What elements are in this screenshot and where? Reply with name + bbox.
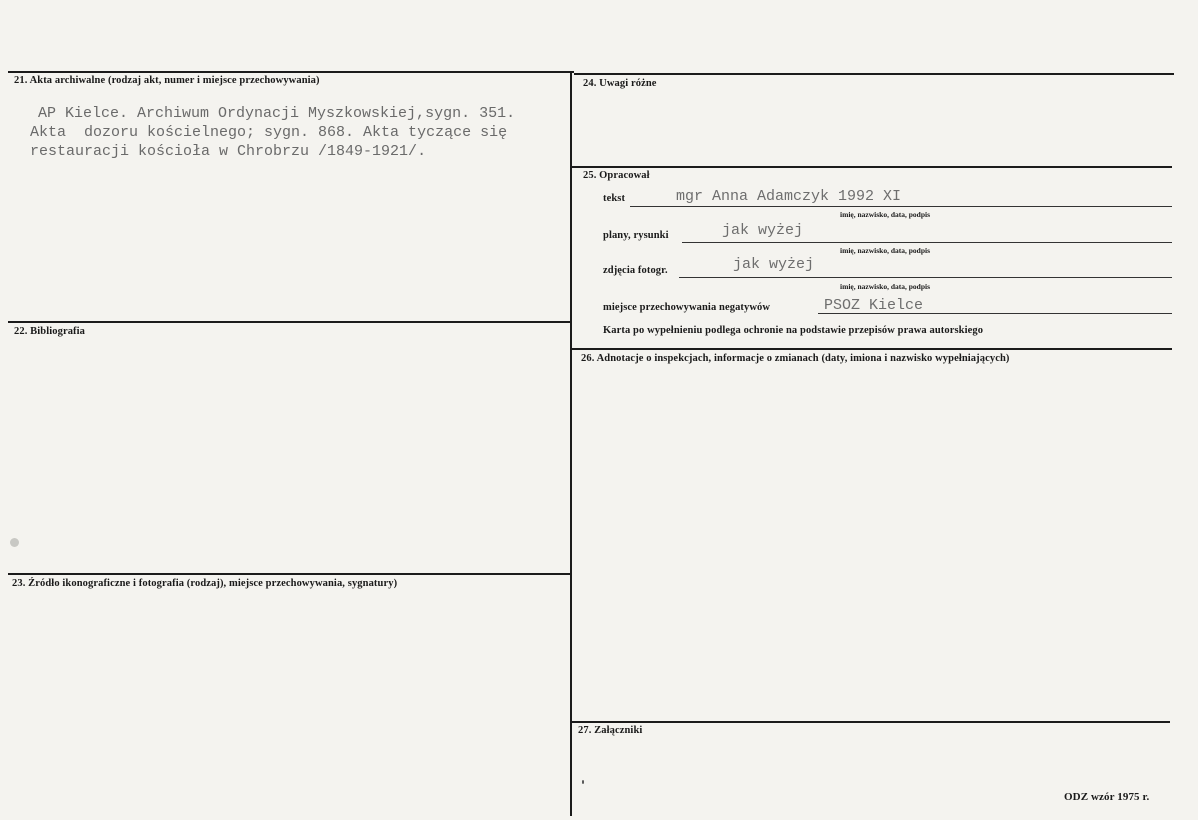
section-21-line-2: Akta dozoru kościelnego; sygn. 868. Akta tyczące się [30, 124, 508, 141]
paper-speck [10, 538, 19, 547]
section-21-line-3: restauracji kościoła w Chrobrzu /1849-1921/. [30, 143, 427, 160]
paper-speck [582, 780, 584, 784]
rule-21-22 [8, 321, 570, 323]
section-22-label: 22. Bibliografia [14, 326, 86, 337]
tekst-line [630, 206, 1172, 207]
section-25-label: 25. Opracował [583, 170, 650, 181]
zdjecia-label: zdjęcia fotogr. [603, 265, 668, 276]
negatywy-value: PSOZ Kielce [824, 297, 924, 314]
plany-label: plany, rysunki [603, 230, 669, 241]
section-21-label: 21. Akta archiwalne (rodzaj akt, numer i miejsce przechowywania) [14, 75, 320, 86]
plany-caption: imię, nazwisko, data, podpis [840, 246, 931, 255]
tekst-value: mgr Anna Adamczyk 1992 XI [676, 188, 902, 205]
plany-line [682, 242, 1172, 243]
center-divider [570, 71, 572, 816]
section-21-line-1: AP Kielce. Archiwum Ordynacji Myszkowskiej,sygn. 351. [38, 105, 516, 122]
section-23-label: 23. Źródło ikonograficzne i fotografia (rodzaj), miejsce przechowywania, sygnatury) [12, 578, 398, 589]
section-26-label: 26. Adnotacje o inspekcjach, informacje o zmianach (daty, imiona i nazwisko wypełniających) [581, 353, 1010, 364]
zdjecia-caption: imię, nazwisko, data, podpis [840, 282, 931, 291]
rule-top-right [574, 73, 1174, 75]
rule-24-25 [572, 166, 1172, 168]
rule-26-27 [572, 721, 1170, 723]
zdjecia-line [679, 277, 1172, 278]
form-footer: ODZ wzór 1975 r. [1064, 791, 1150, 803]
section-27-label: 27. Załączniki [578, 725, 643, 736]
plany-value: jak wyżej [722, 222, 804, 239]
negatywy-label: miejsce przechowywania negatywów [603, 302, 771, 313]
tekst-caption: imię, nazwisko, data, podpis [840, 210, 931, 219]
zdjecia-value: jak wyżej [733, 256, 815, 273]
rule-top-left [8, 71, 574, 73]
rule-22-23 [8, 573, 570, 575]
rule-25-26 [572, 348, 1172, 350]
section-24-label: 24. Uwagi różne [583, 78, 657, 89]
copyright-note: Karta po wypełnieniu podlega ochronie na podstawie przepisów prawa autorskiego [603, 325, 984, 336]
tekst-label: tekst [603, 193, 626, 204]
